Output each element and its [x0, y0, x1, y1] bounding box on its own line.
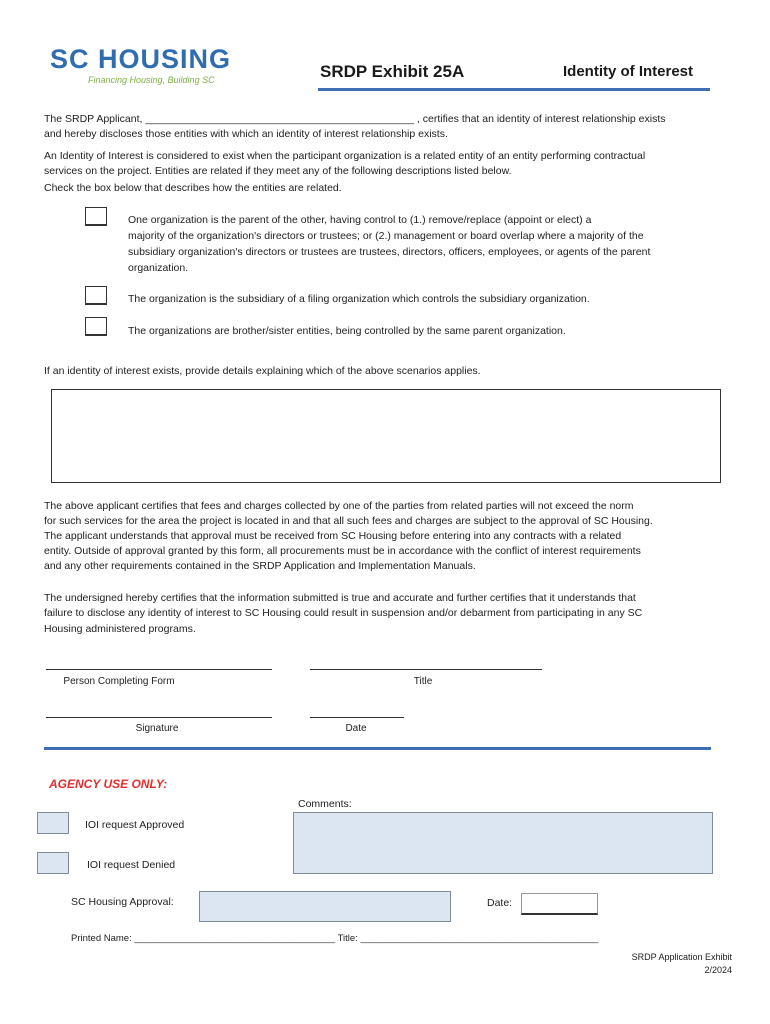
cert-p2-line-1: The undersigned hereby certifies that the information submitted is true and accurate and further certifies that it understands that	[44, 592, 636, 604]
comments-label: Comments:	[298, 798, 352, 810]
intro-line-2: and hereby discloses those entities with which an identity of interest relationship exists.	[44, 128, 448, 140]
option-1-line-3: subsidiary organization's directors or trustees are trustees, directors, officers, employees, or agents of the parent	[128, 246, 651, 258]
signature-line[interactable]	[46, 717, 272, 718]
person-completing-line[interactable]	[46, 669, 272, 670]
definition-line-1: An Identity of Interest is considered to exist when the participant organization is a related entity of an entity performing contractual	[44, 150, 646, 162]
denied-checkbox[interactable]	[37, 852, 69, 874]
footer-date: 2/2024	[704, 965, 732, 975]
page-title: SRDP Exhibit 25A	[320, 62, 465, 81]
sc-housing-logo	[50, 44, 230, 90]
cert-p1-line-4: entity. Outside of approval granted by this form, all procurements must be in accordance with the conflict of interest requirements	[44, 545, 641, 557]
approved-checkbox[interactable]	[37, 812, 69, 834]
agency-divider	[44, 747, 711, 750]
signature-label: Signature	[135, 723, 179, 734]
header-divider	[318, 88, 710, 91]
cert-p1-line-2: for such services for the area the project is located in and that all such fees and charges are subject to the approval of SC Housing.	[44, 515, 653, 527]
cert-p1-line-3: The applicant understands that approval must be received from SC Housing before entering into any contracts with a related	[44, 530, 622, 542]
cert-p1-line-5: and any other requirements contained in the SRDP Application and Implementation Manuals.	[44, 560, 476, 572]
approved-label: IOI request Approved	[85, 819, 185, 831]
agency-use-heading: AGENCY USE ONLY:	[49, 777, 168, 791]
option-3-text: The organizations are brother/sister entities, being controlled by the same parent organization.	[128, 325, 566, 337]
approval-label: SC Housing Approval:	[71, 896, 174, 908]
agency-date-field[interactable]	[521, 893, 598, 915]
approval-signature-field[interactable]	[199, 891, 451, 922]
option-1-line-2: majority of the organization's directors or trustees; or (2.) management or board overlap where a majority of the	[128, 230, 644, 242]
definition-line-2: services on the project. Entities are related if they meet any of the following descriptions listed below.	[44, 165, 512, 177]
comments-field[interactable]	[293, 812, 713, 874]
logo-tagline: Financing Housing, Building SC	[88, 75, 215, 85]
person-completing-label: Person Completing Form	[63, 676, 175, 687]
printed-name-title-line[interactable]: Printed Name: ______________________________________ Title: _____________________________________________	[71, 933, 599, 944]
option-2-checkbox[interactable]	[85, 286, 107, 305]
details-prompt: If an identity of interest exists, provide details explaining which of the above scenarios applies.	[44, 365, 481, 377]
option-1-line-4: organization.	[128, 262, 189, 274]
option-2-text: The organization is the subsidiary of a filing organization which controls the subsidiary organization.	[128, 293, 590, 305]
footer-exhibit: SRDP Application Exhibit	[631, 952, 732, 962]
option-1-line-1: One organization is the parent of the other, having control to (1.) remove/replace (appoint or elect) a	[128, 214, 592, 226]
cert-p2-line-3: Housing administered programs.	[44, 623, 196, 635]
title-label: Title	[413, 676, 433, 687]
intro-line-1: The SRDP Applicant, ______________________________________________ , certifies that an identity of interest relationship exists	[44, 113, 666, 125]
option-1-checkbox[interactable]	[85, 207, 107, 226]
date-line[interactable]	[310, 717, 404, 718]
denied-label: IOI request Denied	[87, 859, 176, 871]
title-line[interactable]	[310, 669, 542, 670]
details-textarea[interactable]	[51, 389, 721, 483]
page-subtitle: Identity of Interest	[563, 63, 694, 80]
logo-wordmark: SC HOUSING	[50, 44, 232, 74]
agency-date-label: Date:	[487, 897, 513, 909]
cert-p2-line-2: failure to disclose any identity of interest to SC Housing could result in suspension and/or debarment from participating in any SC	[44, 607, 643, 619]
date-label: Date	[345, 723, 367, 734]
instruction-line: Check the box below that describes how the entities are related.	[44, 182, 342, 194]
cert-p1-line-1: The above applicant certifies that fees and charges collected by one of the parties from related parties will not exceed the norm	[44, 500, 634, 512]
option-3-checkbox[interactable]	[85, 317, 107, 336]
